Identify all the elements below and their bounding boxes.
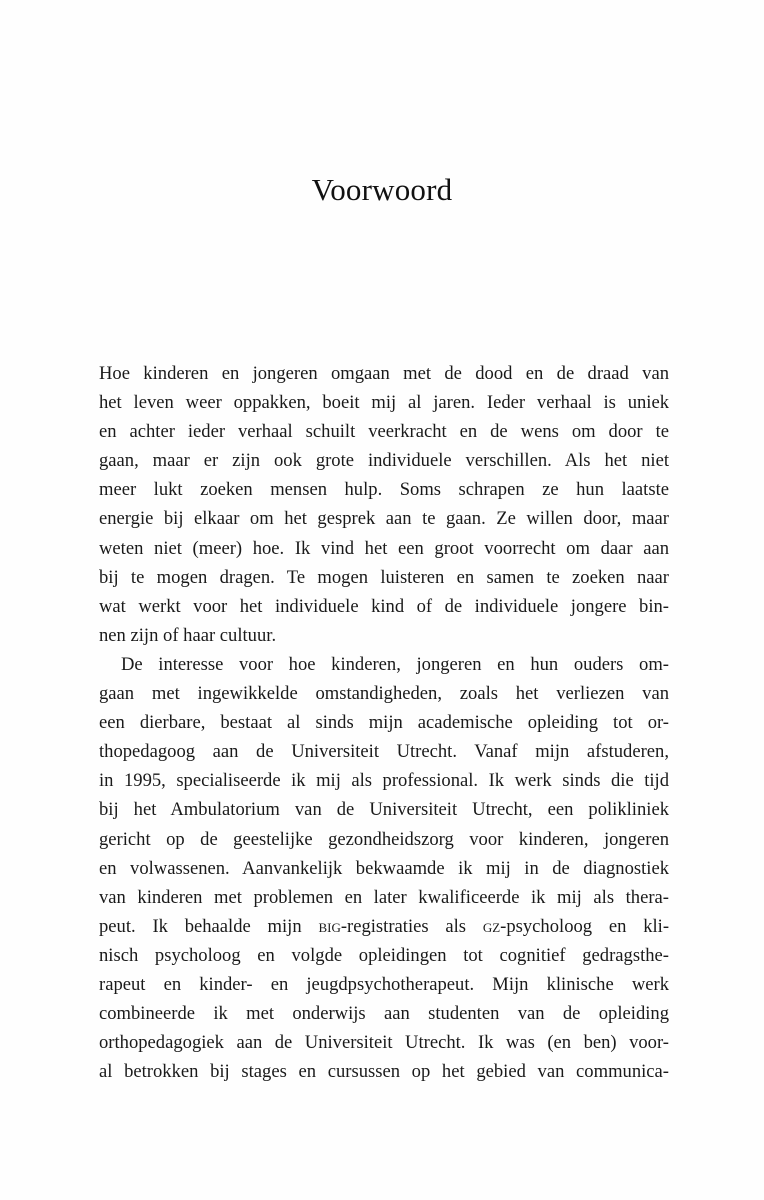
text-line: Hoe kinderen en jongeren omgaan met de dood en de draad van	[99, 363, 669, 384]
small-caps-abbreviation: big	[318, 915, 341, 937]
text-line: weten niet (meer) hoe. Ik vind het een groot voorrecht om daar aan	[99, 537, 669, 559]
body-text	[99, 359, 669, 1086]
text-line: peut. Ik behaalde mijn big-registraties als gz-psycholoog en kli-	[99, 915, 670, 937]
paragraph-2	[99, 650, 669, 1086]
text-line: rapeut en kinder- en jeugdpsychotherapeut. Mijn klinische werk	[99, 973, 669, 995]
text-line: gaan, maar er zijn ook grote individuele verschillen. Als het niet	[99, 450, 669, 472]
text-line: meer lukt zoeken mensen hulp. Soms schrapen ze hun laatste	[99, 479, 669, 501]
text-line: een dierbare, bestaat al sinds mijn academische opleiding tot or-	[99, 712, 669, 734]
text-line: thopedagoog aan de Universiteit Utrecht. Vanaf mijn afstuderen,	[99, 741, 669, 763]
text-line: bij het Ambulatorium van de Universiteit Utrecht, een polikliniek	[99, 799, 669, 821]
text-line: gaan met ingewikkelde omstandigheden, zoals het verliezen van	[99, 683, 669, 705]
paragraph-1	[99, 359, 669, 650]
text-line: al betrokken bij stages en cursussen op het gebied van communica-	[99, 1061, 669, 1083]
text-line: nisch psycholoog en volgde opleidingen tot cognitief gedragsthe-	[99, 944, 669, 966]
text-line: energie bij elkaar om het gesprek aan te gaan. Ze willen door, maar	[99, 508, 669, 530]
text-line: van kinderen met problemen en later kwalificeerde ik mij als thera-	[99, 886, 669, 908]
text-line: in 1995, specialiseerde ik mij als professional. Ik werk sinds die tijd	[99, 770, 669, 792]
text-line: en achter ieder verhaal schuilt veerkracht en de wens om door te	[99, 421, 669, 443]
text-line: bij te mogen dragen. Te mogen luisteren en samen te zoeken naar	[99, 566, 669, 588]
text-line: combineerde ik met onderwijs aan studenten van de opleiding	[99, 1003, 669, 1025]
text-line: nen zijn of haar cultuur.	[99, 624, 277, 646]
text-line: De interesse voor hoe kinderen, jongeren en hun ouders om-	[121, 653, 669, 675]
text-line: en volwassenen. Aanvankelijk bekwaamde ik mij in de diagnostiek	[99, 857, 669, 879]
text-line: gericht op de geestelijke gezondheidszorg voor kinderen, jongeren	[99, 828, 669, 850]
text-line: orthopedagogiek aan de Universiteit Utrecht. Ik was (en ben) voor-	[99, 1032, 669, 1054]
chapter-title: Voorwoord	[311, 172, 453, 207]
text-line: het leven weer oppakken, boeit mij al jaren. Ieder verhaal is uniek	[99, 392, 669, 414]
text-line: wat werkt voor het individuele kind of de individuele jongere bin-	[99, 595, 669, 617]
small-caps-abbreviation: gz	[482, 915, 501, 937]
